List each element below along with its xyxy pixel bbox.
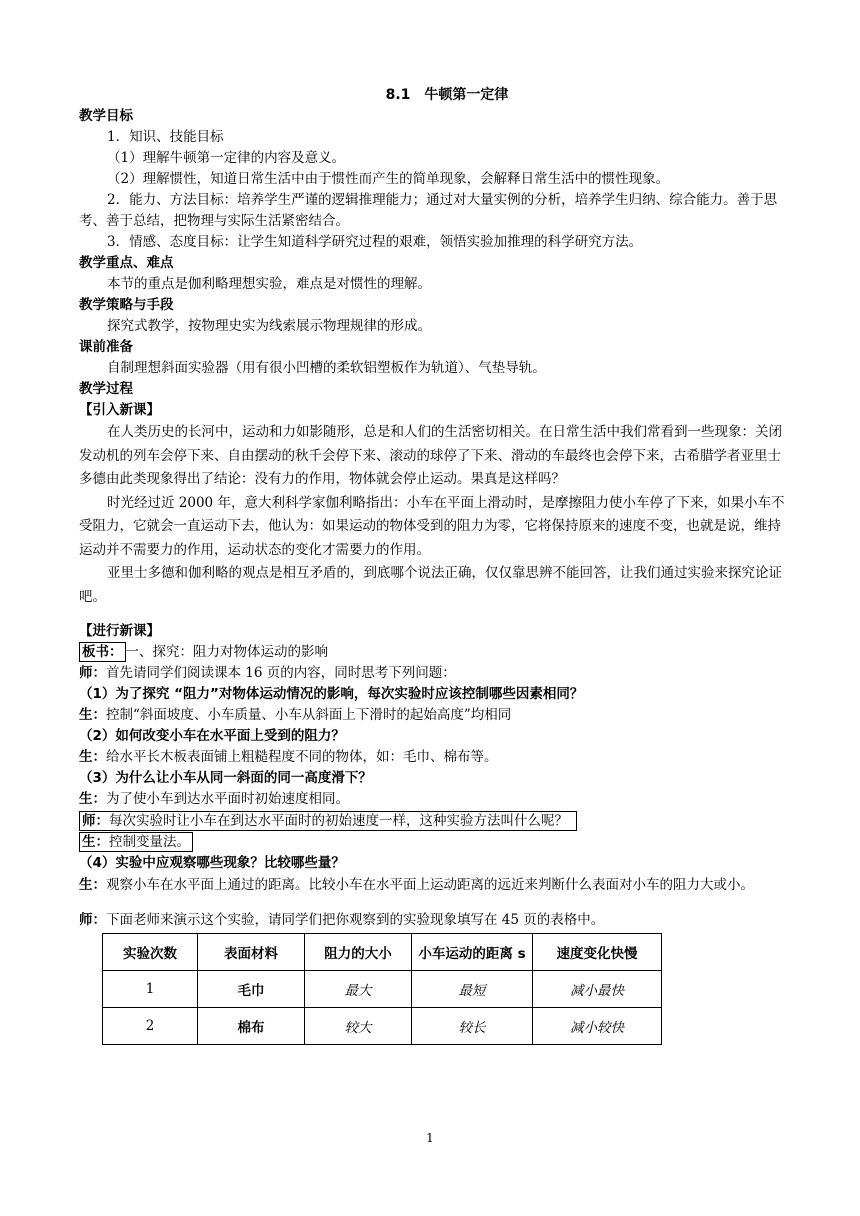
page-title: 8.1 牛顿第一定律 bbox=[385, 87, 509, 103]
key-heading: 教学重点、难点 bbox=[79, 255, 174, 271]
goal-2: 2．能力、方法目标：培养学生严谨的逻辑推理能力；通过对大量实例的分析，培养学生归纳、综合能力。善于思考、善于总结，把物理与实际生活紧密结合。 bbox=[79, 192, 778, 229]
table-cell: 棉布 bbox=[198, 1007, 305, 1044]
intro-paragraph-3: 亚里士多德和伽利略的观点是相互矛盾的，到底哪个说法正确，仅仅靠思辨不能回答，让我们通过实验来探究论证吧。 bbox=[79, 565, 782, 605]
student-label: 生： bbox=[79, 791, 106, 807]
teacher-text-1: 首先请同学们阅读课本 16 页的内容，同时思考下列问题： bbox=[106, 665, 456, 681]
goal-3: 3．情感、态度目标：让学生知道科学研究过程的艰难，领悟实验加推理的科学研究方法。 bbox=[107, 234, 643, 250]
table-cell: 2 bbox=[103, 1007, 198, 1044]
table-cell: 毛巾 bbox=[198, 970, 305, 1007]
strategy-text: 探究式教学，按物理史实为线索展示物理规律的形成。 bbox=[107, 318, 431, 334]
teacher-label: 师： bbox=[79, 911, 106, 928]
question-3: （3）为什么让小车从同一斜面的同一高度滑下？ bbox=[79, 770, 372, 786]
prep-heading: 课前准备 bbox=[79, 339, 133, 355]
table-cell: 较大 bbox=[305, 1007, 412, 1044]
goal-1a: （1）理解牛顿第一定律的内容及意义。 bbox=[107, 150, 346, 166]
prep-text: 自制理想斜面实验器（用有很小凹槽的柔软铝塑板作为轨道）、气垫导轨。 bbox=[107, 360, 546, 376]
answer-2: 给水平长木板表面铺上粗糙程度不同的物体，如：毛巾、棉布等。 bbox=[106, 749, 498, 765]
answer-1: 控制“斜面坡度、小车质量、小车从斜面上下滑时的起始高度”均相同 bbox=[106, 707, 512, 723]
teacher-box bbox=[79, 811, 577, 831]
board-label: 板书： bbox=[79, 642, 126, 662]
student-label: 生： bbox=[82, 834, 109, 850]
key-text: 本节的重点是伽利略理想实验，难点是对惯性的理解。 bbox=[107, 276, 431, 292]
student-label: 生： bbox=[79, 749, 106, 765]
page-number: 1 bbox=[426, 1131, 434, 1145]
teacher-text-3: 下面老师来演示这个实验，请同学们把你观察到的实验现象填写在 45 页的表格中。 bbox=[106, 911, 605, 928]
table-cell: 1 bbox=[103, 970, 198, 1007]
intro-paragraph-2: 时光经过近 2000 年，意大利科学家伽利略指出：小车在平面上滑动时，是摩擦阻力使小车停了下来，如果小车不受阻力，它就会一直运动下去，他认为：如果运动的物体受到的阻力为零，它将保持原来的速度不变，也就是说，维持运动并不需要力的作用，运动状态的变化才需要力的作用。 bbox=[79, 494, 785, 558]
table-header: 小车运动的距离 s bbox=[412, 933, 533, 970]
process-heading: 教学过程 bbox=[79, 381, 133, 397]
strategy-heading: 教学策略与手段 bbox=[79, 297, 174, 313]
document-page bbox=[79, 84, 791, 1045]
table-row bbox=[103, 1007, 662, 1044]
table-cell: 减小最快 bbox=[533, 970, 662, 1007]
teacher-line-2 bbox=[79, 811, 791, 832]
new-lesson-heading: 【进行新课】 bbox=[79, 623, 160, 639]
teacher-label: 师： bbox=[79, 665, 106, 681]
teacher-line-1 bbox=[79, 663, 791, 684]
board-text: 一、探究：阻力对物体运动的影响 bbox=[125, 644, 328, 660]
student-line-3 bbox=[79, 789, 791, 810]
student-line-1 bbox=[79, 705, 791, 726]
goal-1: 1．知识、技能目标 bbox=[107, 129, 224, 145]
answer-3: 为了使小车到达水平面时初始速度相同。 bbox=[106, 791, 349, 807]
student-line-5 bbox=[79, 874, 791, 898]
intro-paragraph-1: 在人类历史的长河中，运动和力如影随形，总是和人们的生活密切相关。在日常生活中我们常看到一些现象：关闭发动机的列车会停下来、自由摆动的秋千会停下来、滚动的球停了下来、滑动的车最终也会停下来，古希腊学者亚里士多德由此类现象得出了结论：没有力的作用，物体就会停止运动。果真是这样吗？ bbox=[79, 424, 782, 487]
table-header: 阻力的大小 bbox=[305, 933, 412, 970]
question-4: （4）实验中应观察哪些现象？比较哪些量？ bbox=[79, 855, 345, 871]
board-line bbox=[79, 642, 791, 663]
student-line-4 bbox=[79, 832, 791, 853]
student-box bbox=[79, 832, 193, 852]
teacher-text-2: 每次实验时让小车在到达水平面时的初始速度一样，这种实验方法叫什么呢？ bbox=[109, 813, 568, 829]
table-header: 实验次数 bbox=[103, 933, 198, 970]
table-cell: 较长 bbox=[412, 1007, 533, 1044]
goal-1b: （2）理解惯性，知道日常生活中由于惯性而产生的简单现象，会解释日常生活中的惯性现象。 bbox=[107, 171, 670, 187]
student-label: 生： bbox=[79, 877, 106, 893]
question-1: （1）为了探究 “阻力”对物体运动情况的影响，每次实验时应该控制哪些因素相同？ bbox=[79, 686, 584, 702]
goals-heading: 教学目标 bbox=[79, 108, 133, 124]
answer-5: 观察小车在水平面上通过的距离。比较小车在水平面上运动距离的远近来判断什么表面对小车的阻力大或小。 bbox=[106, 877, 754, 893]
table-header: 表面材料 bbox=[198, 933, 305, 970]
intro-heading: 【引入新课】 bbox=[79, 402, 160, 418]
answer-4: 控制变量法。 bbox=[109, 834, 190, 850]
student-line-2 bbox=[79, 747, 791, 768]
experiment-table bbox=[102, 933, 662, 1045]
table-row bbox=[103, 970, 662, 1007]
table-cell: 最大 bbox=[305, 970, 412, 1007]
teacher-label: 师： bbox=[82, 813, 109, 829]
teacher-line-3 bbox=[79, 910, 791, 931]
table-header: 速度变化快慢 bbox=[533, 933, 662, 970]
table-cell: 减小较快 bbox=[533, 1007, 662, 1044]
question-2: （2）如何改变小车在水平面上受到的阻力？ bbox=[79, 728, 345, 744]
student-label: 生： bbox=[79, 707, 106, 723]
table-header-row bbox=[103, 933, 662, 970]
table-cell: 最短 bbox=[412, 970, 533, 1007]
